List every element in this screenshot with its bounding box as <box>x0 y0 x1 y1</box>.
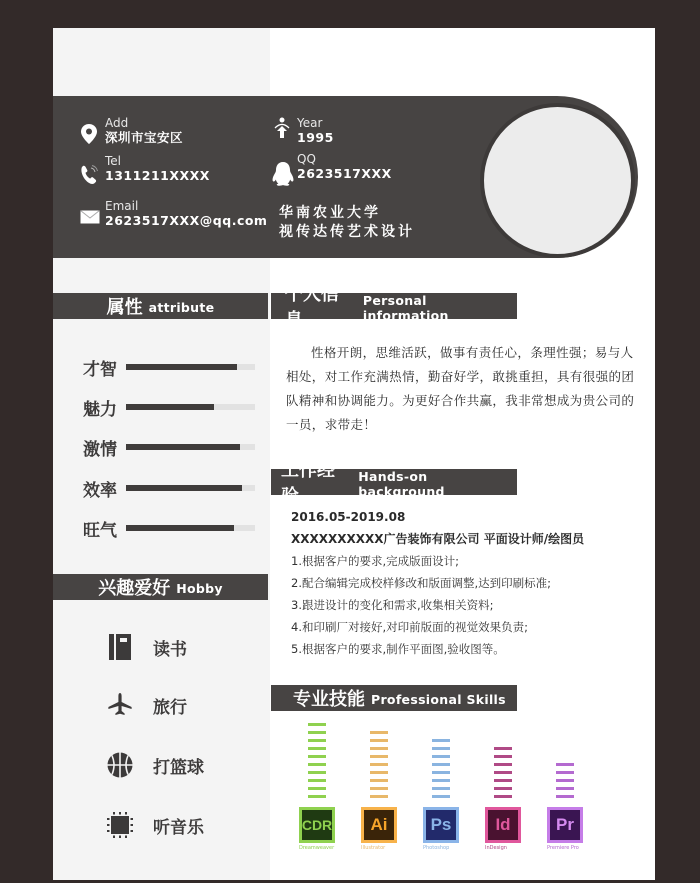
personal-info-title-en: Personal information <box>362 292 449 323</box>
skill-caption: Premiere Pro <box>547 845 579 851</box>
skill-pr <box>547 763 583 853</box>
attribute-row <box>83 396 255 418</box>
work-title-en: Hands-on background <box>358 468 445 499</box>
qq-value: 2623517XXX <box>297 166 392 181</box>
work-duty: 2.配合编辑完成校样修改和版面调整,达到印刷标准; <box>291 576 551 590</box>
hobby-item-travel <box>107 690 187 720</box>
hobby-item-basketball <box>107 750 204 780</box>
attribute-bar <box>126 485 255 491</box>
attribute-bar-fill <box>126 404 214 410</box>
work-duty: 1.根据客户的要求,完成版面设计; <box>291 554 460 568</box>
tel-value: 1311211XXXX <box>105 168 210 183</box>
illustrator-logo-icon: Ai <box>361 807 397 843</box>
attribute-bar <box>126 364 255 370</box>
hobby-name: 听音乐 <box>153 817 204 838</box>
year-value: 1995 <box>297 130 334 145</box>
major-name: 视传达传艺术设计 <box>279 224 415 240</box>
attribute-bar-fill <box>126 525 234 531</box>
skills-title-en: Professional Skills <box>371 692 506 707</box>
work-duty: 3.跟进设计的变化和需求,收集相关资料; <box>291 598 494 612</box>
skill-level-bars <box>308 723 326 803</box>
hobby-item-music <box>107 810 204 840</box>
school-name: 华南农业大学 <box>279 205 381 221</box>
tel-info <box>105 154 210 184</box>
skill-ps <box>423 739 459 853</box>
qq-info <box>297 152 392 182</box>
resume-page <box>53 28 655 880</box>
address-info <box>105 116 183 146</box>
attribute-name: 激情 <box>83 439 117 460</box>
work-duty: 4.和印刷厂对接好,对印前版面的视觉效果负责; <box>291 620 528 634</box>
attribute-row <box>83 356 255 378</box>
address-label: Add <box>105 116 129 130</box>
email-value[interactable]: 2623517XXX@qq.com <box>105 213 268 228</box>
personal-info-section-header <box>271 284 517 331</box>
skill-ai <box>361 731 397 853</box>
hobby-title-en: Hobby <box>176 581 223 596</box>
attribute-bar-fill <box>126 444 240 450</box>
hobby-name: 旅行 <box>153 697 187 718</box>
attribute-name: 才智 <box>83 359 117 380</box>
hobby-title-cn: 兴趣爱好 <box>98 578 171 599</box>
skills-title-cn: 专业技能 <box>293 689 365 710</box>
work-company: XXXXXXXXXX广告装饰有限公司 平面设计师/绘图员 <box>291 532 585 546</box>
photoshop-logo-icon: Ps <box>423 807 459 843</box>
skill-caption: Photoshop <box>423 845 450 851</box>
personal-info-title-cn: 个人信息 <box>285 284 339 331</box>
indesign-logo-icon: Id <box>485 807 521 843</box>
email-info <box>105 199 267 229</box>
address-value: 深圳市宝安区 <box>105 130 184 145</box>
attribute-row <box>83 436 255 458</box>
qq-penguin-icon <box>272 162 294 190</box>
education-info <box>279 204 415 242</box>
profile-photo-placeholder[interactable] <box>480 103 635 258</box>
person-icon <box>274 117 290 143</box>
attribute-bar <box>126 525 255 531</box>
email-label: Email <box>105 199 139 213</box>
personal-info-text: 性格开朗，思维活跃，做事有责任心，条理性强；易与人相处，对工作充满热情，勤奋好学，敢挑重担，具有很强的团队精神和协调能力。为更好合作共赢，我非常想成为贵公司的一员，求带走！ <box>286 345 635 432</box>
phone-icon <box>80 165 98 189</box>
hobby-name: 打篮球 <box>153 757 204 778</box>
attribute-bar-fill <box>126 364 237 370</box>
envelope-icon <box>80 209 100 228</box>
attribute-row <box>83 477 255 499</box>
hobby-name: 读书 <box>153 639 187 660</box>
skill-level-bars <box>370 731 388 803</box>
qq-label: QQ <box>297 152 316 166</box>
attribute-row <box>83 517 255 539</box>
attribute-bar-fill <box>126 485 242 491</box>
attribute-bar <box>126 444 255 450</box>
skill-caption: InDesign <box>485 845 507 851</box>
hobby-section-header <box>53 574 268 600</box>
premiere-logo-icon: Pr <box>547 807 583 843</box>
skill-caption: Dreamweaver <box>299 845 335 851</box>
skills-section-header <box>271 685 517 711</box>
location-pin-icon <box>81 124 97 148</box>
coreldraw-logo-icon: CDR <box>299 807 335 843</box>
attribute-section-header <box>53 293 268 319</box>
attribute-bar <box>126 404 255 410</box>
work-section-header <box>271 460 517 507</box>
work-experience <box>291 506 641 660</box>
attribute-title-cn: 属性 <box>106 297 143 318</box>
attribute-name: 魅力 <box>83 399 117 420</box>
chip-icon <box>107 812 133 838</box>
year-label: Year <box>297 116 323 130</box>
skill-caption: Illustrator <box>361 845 386 851</box>
skill-id <box>485 747 521 853</box>
airplane-icon <box>107 692 133 718</box>
year-info <box>297 116 334 146</box>
attribute-name: 旺气 <box>83 520 117 541</box>
hobby-item-reading <box>107 632 187 662</box>
skill-level-bars <box>494 747 512 803</box>
work-title-cn: 工作经验 <box>281 460 335 507</box>
attribute-title-en: attribute <box>148 300 215 315</box>
work-duty: 5.根据客户的要求,制作平面图,验收图等。 <box>291 642 505 656</box>
tel-label: Tel <box>105 154 122 168</box>
basketball-icon <box>107 752 133 778</box>
skill-level-bars <box>432 739 450 803</box>
skill-level-bars <box>556 763 574 803</box>
book-icon <box>107 634 133 660</box>
skill-cdr <box>299 723 335 853</box>
attribute-name: 效率 <box>83 480 117 501</box>
work-period: 2016.05-2019.08 <box>291 510 406 524</box>
